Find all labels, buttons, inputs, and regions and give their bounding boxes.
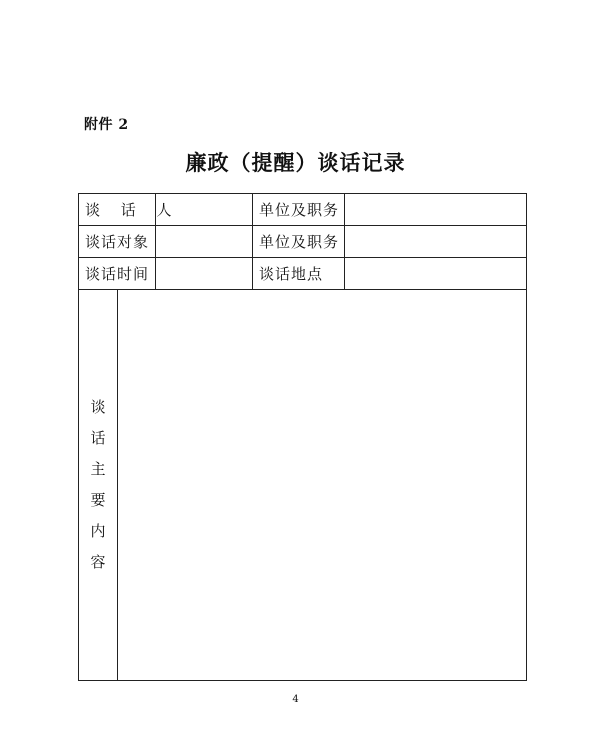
main-content-field[interactable] xyxy=(118,290,527,681)
talk-target-label: 谈话对象 xyxy=(79,226,156,258)
talk-location-label: 谈话地点 xyxy=(253,258,345,290)
talker-label: 谈 话 人 xyxy=(79,194,156,226)
talk-record-table xyxy=(78,193,527,681)
talk-time-field[interactable] xyxy=(156,258,253,290)
content-label-char: 容 xyxy=(90,553,106,571)
table-row xyxy=(79,258,527,290)
talk-location-field[interactable] xyxy=(345,258,527,290)
talker-unit-position-label: 单位及职务 xyxy=(253,194,345,226)
talk-time-label: 谈话时间 xyxy=(79,258,156,290)
content-label-char: 话 xyxy=(90,429,106,447)
main-content-label xyxy=(79,290,118,681)
table-row xyxy=(79,194,527,226)
table-row xyxy=(79,290,527,681)
content-label-char: 谈 xyxy=(90,398,106,416)
talk-target-field[interactable] xyxy=(156,226,253,258)
talker-unit-position-field[interactable] xyxy=(345,194,527,226)
content-label-char: 内 xyxy=(90,522,106,540)
page-number: 4 xyxy=(292,694,299,705)
target-unit-position-field[interactable] xyxy=(345,226,527,258)
attachment-label: 附件 2 xyxy=(84,117,129,133)
content-label-char: 要 xyxy=(90,491,106,509)
target-unit-position-label: 单位及职务 xyxy=(253,226,345,258)
content-label-char: 主 xyxy=(90,460,106,478)
table-row xyxy=(79,226,527,258)
document-title: 廉政（提醒）谈话记录 xyxy=(185,150,406,175)
